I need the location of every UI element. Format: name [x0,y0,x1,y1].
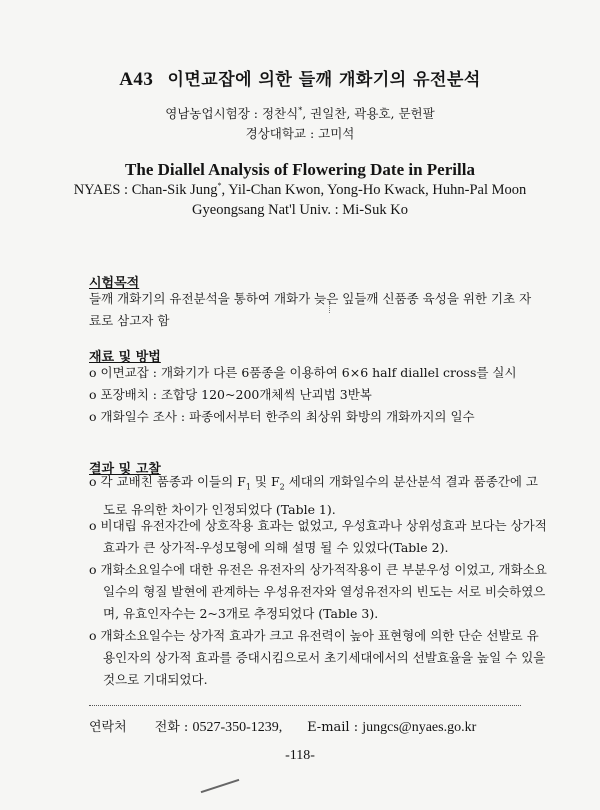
footer-divider [89,705,521,706]
phone-number: 0527-350-1239, [192,720,283,735]
results-item-text: o 각 교배친 품종과 이들의 F [89,474,246,489]
results-item: o 비대립 유전자간에 상호작용 효과는 없었고, 우성효과나 상위성효과 보다는 상가적효과가 큰 상가적-우성모형에 의해 설명 될 수 있었다(Table 2). [89,518,547,555]
corresponding-mark: * [298,105,303,115]
subscript: 1 [245,482,251,492]
materials-item: o 이면교잡 : 개화기가 다른 6품종을 이용하여 6×6 half diallel cross를 실시 [89,365,517,380]
results-item: o 개화소요일수는 상가적 효과가 크고 유전력이 높아 표현형에 의한 단순 선발로 유용인자의 상가적 효과를 증대시킴으로서 초기세대에서의 선발효율을 높일 수 있을 것으로 기대되었다. [89,628,546,687]
english-corresponding-mark: * [217,181,222,190]
english-title: The Diallel Analysis of Flowering Date in Perilla [125,160,475,179]
email-label: E-mail : [307,720,363,735]
pen-mark [201,779,240,793]
materials-item: o 개화일수 조사 : 파종에서부터 한주의 최상위 화방의 개화까지의 일수 [89,409,475,424]
results-item: o 개화소요일수에 대한 유전은 유전자의 상가적작용이 큰 부분우성 이었고, 개화소요일수의 형질 발현에 관계하는 우성유전자와 열성유전자의 빈도는 서로 비슷하였으며, 유효인자수는 2~3개로 추정되었다 (Table 3). [89,562,547,621]
english-affiliation-1 [0,181,600,199]
english-affiliation-1-lead: NYAES : Chan-Sik Jung [73,181,218,198]
objective-heading: 시험목적 [89,276,140,291]
materials-item: o 포장배치 : 조합당 120~200개체씩 난괴법 3반복 [89,387,372,402]
english-affiliation-2: Gyeongsang Nat'l Univ. : Mi-Suk Ko [192,202,408,218]
korean-title [0,65,600,91]
results-item-text: 및 F [250,474,280,489]
contact-label: 연락처 [89,720,127,735]
results-item [89,471,548,521]
page-number: -118- [285,748,315,763]
materials-heading: 재료 및 방법 [89,350,161,365]
contact-line [89,716,476,736]
objective-text: 들깨 개화기의 유전분석을 통하여 개화가 늦은 잎들깨 신품종 육성을 위한 기초 자료로 삼고자 함 [89,291,532,328]
email-address: jungcs@nyaes.go.kr [362,720,477,735]
results-heading: 결과 및 고찰 [89,462,161,477]
korean-title-text: 이면교잡에 의한 들깨 개화기의 유전분석 [167,70,481,90]
results-item-text: 세대의 개화일수의 분산분석 결과 품종간에 고도로 유의한 차이가 인정되었다 (Table 1). [103,474,538,517]
korean-affiliation-2: 경상대학교 : 고미석 [245,126,355,141]
phone-label: 전화 : [154,720,193,735]
korean-affiliation-1-lead: 영남농업시험장 : 정찬식 [165,106,299,121]
english-affiliation-1-rest: , Yil-Chan Kwon, Yong-Ho Kwack, Huhn-Pal Moon [221,181,527,198]
scan-mark [329,303,331,313]
korean-affiliation-1 [0,104,600,122]
korean-affiliation-1-rest: , 권일찬, 곽용호, 문헌팔 [302,106,435,121]
subscript: 2 [279,482,285,492]
abstract-code: A43 [119,69,154,90]
